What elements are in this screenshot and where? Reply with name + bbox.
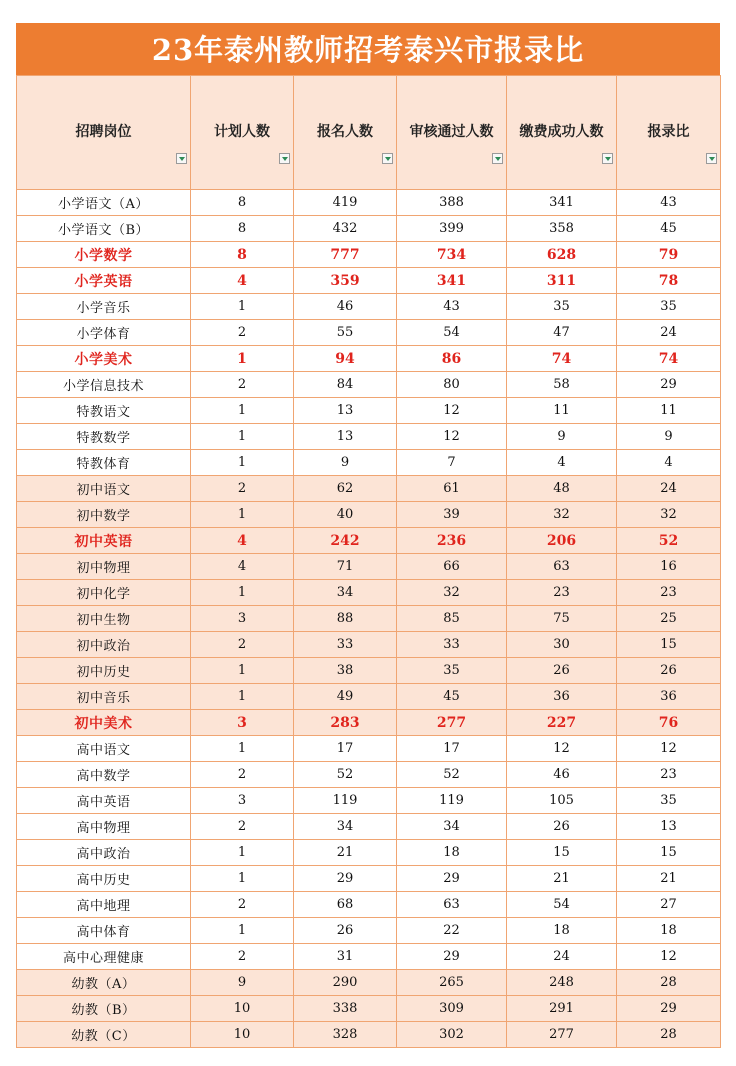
- cell-ratio: 11: [617, 398, 721, 424]
- cell-planned: 1: [191, 346, 294, 372]
- cell-position: 幼教（C）: [17, 1022, 191, 1048]
- cell-ratio: 35: [617, 294, 721, 320]
- table-row: [17, 242, 721, 268]
- cell-position: 初中生物: [17, 606, 191, 632]
- cell-approved: 66: [397, 554, 507, 580]
- cell-position: 小学体育: [17, 320, 191, 346]
- cell-registered: 13: [294, 424, 397, 450]
- cell-registered: 338: [294, 996, 397, 1022]
- cell-planned: 2: [191, 892, 294, 918]
- cell-approved: 39: [397, 502, 507, 528]
- table-row: [17, 918, 721, 944]
- cell-approved: 388: [397, 190, 507, 216]
- cell-paid: 248: [507, 970, 617, 996]
- cell-paid: 11: [507, 398, 617, 424]
- cell-registered: 49: [294, 684, 397, 710]
- cell-planned: 1: [191, 424, 294, 450]
- cell-position: 小学美术: [17, 346, 191, 372]
- cell-ratio: 23: [617, 580, 721, 606]
- cell-approved: 29: [397, 944, 507, 970]
- cell-position: 初中美术: [17, 710, 191, 736]
- table-row: [17, 580, 721, 606]
- cell-registered: 777: [294, 242, 397, 268]
- cell-ratio: 4: [617, 450, 721, 476]
- cell-registered: 68: [294, 892, 397, 918]
- cell-position: 小学英语: [17, 268, 191, 294]
- cell-planned: 8: [191, 216, 294, 242]
- cell-planned: 1: [191, 658, 294, 684]
- cell-planned: 1: [191, 502, 294, 528]
- cell-paid: 12: [507, 736, 617, 762]
- cell-approved: 85: [397, 606, 507, 632]
- table-row: [17, 788, 721, 814]
- table-row: [17, 736, 721, 762]
- table-row: [17, 216, 721, 242]
- table-row: [17, 294, 721, 320]
- table-row: [17, 1022, 721, 1048]
- cell-ratio: 28: [617, 1022, 721, 1048]
- sheet-title: 23年泰州教师招考泰兴市报录比: [16, 23, 720, 75]
- cell-planned: 1: [191, 840, 294, 866]
- cell-paid: 21: [507, 866, 617, 892]
- cell-registered: 13: [294, 398, 397, 424]
- cell-approved: 52: [397, 762, 507, 788]
- cell-approved: 734: [397, 242, 507, 268]
- cell-approved: 86: [397, 346, 507, 372]
- cell-paid: 311: [507, 268, 617, 294]
- cell-ratio: 24: [617, 476, 721, 502]
- cell-approved: 33: [397, 632, 507, 658]
- cell-ratio: 43: [617, 190, 721, 216]
- cell-planned: 9: [191, 970, 294, 996]
- cell-approved: 22: [397, 918, 507, 944]
- table-row: [17, 372, 721, 398]
- cell-planned: 4: [191, 554, 294, 580]
- cell-registered: 242: [294, 528, 397, 554]
- cell-approved: 341: [397, 268, 507, 294]
- cell-planned: 1: [191, 684, 294, 710]
- cell-position: 特教体育: [17, 450, 191, 476]
- cell-paid: 206: [507, 528, 617, 554]
- cell-planned: 2: [191, 814, 294, 840]
- cell-ratio: 16: [617, 554, 721, 580]
- table-row: [17, 840, 721, 866]
- table-row: [17, 320, 721, 346]
- filter-dropdown-icon[interactable]: [176, 153, 187, 164]
- cell-ratio: 32: [617, 502, 721, 528]
- cell-position: 高中政治: [17, 840, 191, 866]
- cell-approved: 277: [397, 710, 507, 736]
- cell-planned: 2: [191, 762, 294, 788]
- cell-approved: 54: [397, 320, 507, 346]
- cell-paid: 24: [507, 944, 617, 970]
- cell-approved: 34: [397, 814, 507, 840]
- cell-position: 初中语文: [17, 476, 191, 502]
- cell-position: 初中物理: [17, 554, 191, 580]
- cell-ratio: 29: [617, 372, 721, 398]
- cell-planned: 10: [191, 996, 294, 1022]
- cell-planned: 1: [191, 866, 294, 892]
- cell-planned: 3: [191, 788, 294, 814]
- cell-approved: 399: [397, 216, 507, 242]
- cell-ratio: 18: [617, 918, 721, 944]
- cell-paid: 30: [507, 632, 617, 658]
- cell-ratio: 27: [617, 892, 721, 918]
- cell-position: 高中地理: [17, 892, 191, 918]
- table-row: [17, 970, 721, 996]
- cell-position: 小学音乐: [17, 294, 191, 320]
- cell-approved: 63: [397, 892, 507, 918]
- cell-paid: 9: [507, 424, 617, 450]
- table-row: [17, 606, 721, 632]
- cell-paid: 46: [507, 762, 617, 788]
- filter-dropdown-icon[interactable]: [492, 153, 503, 164]
- cell-registered: 17: [294, 736, 397, 762]
- cell-ratio: 35: [617, 788, 721, 814]
- cell-position: 初中音乐: [17, 684, 191, 710]
- cell-registered: 46: [294, 294, 397, 320]
- filter-dropdown-icon[interactable]: [706, 153, 717, 164]
- table-row: [17, 476, 721, 502]
- cell-registered: 419: [294, 190, 397, 216]
- filter-dropdown-icon[interactable]: [382, 153, 393, 164]
- cell-planned: 8: [191, 242, 294, 268]
- table-row: [17, 450, 721, 476]
- cell-position: 小学数学: [17, 242, 191, 268]
- cell-paid: 341: [507, 190, 617, 216]
- cell-position: 幼教（B）: [17, 996, 191, 1022]
- cell-planned: 2: [191, 632, 294, 658]
- cell-registered: 38: [294, 658, 397, 684]
- cell-position: 高中语文: [17, 736, 191, 762]
- cell-ratio: 13: [617, 814, 721, 840]
- cell-ratio: 52: [617, 528, 721, 554]
- cell-registered: 94: [294, 346, 397, 372]
- cell-paid: 36: [507, 684, 617, 710]
- cell-planned: 1: [191, 450, 294, 476]
- cell-registered: 33: [294, 632, 397, 658]
- cell-registered: 34: [294, 814, 397, 840]
- cell-paid: 26: [507, 658, 617, 684]
- cell-registered: 52: [294, 762, 397, 788]
- cell-ratio: 26: [617, 658, 721, 684]
- cell-registered: 432: [294, 216, 397, 242]
- cell-paid: 35: [507, 294, 617, 320]
- cell-paid: 63: [507, 554, 617, 580]
- cell-ratio: 36: [617, 684, 721, 710]
- cell-position: 高中英语: [17, 788, 191, 814]
- cell-position: 初中化学: [17, 580, 191, 606]
- cell-ratio: 15: [617, 632, 721, 658]
- cell-paid: 291: [507, 996, 617, 1022]
- cell-planned: 1: [191, 580, 294, 606]
- table-row: [17, 398, 721, 424]
- cell-position: 小学信息技术: [17, 372, 191, 398]
- header-position: 招聘岗位: [17, 76, 191, 190]
- cell-approved: 18: [397, 840, 507, 866]
- cell-approved: 302: [397, 1022, 507, 1048]
- cell-approved: 32: [397, 580, 507, 606]
- cell-paid: 18: [507, 918, 617, 944]
- cell-planned: 1: [191, 398, 294, 424]
- cell-planned: 3: [191, 606, 294, 632]
- cell-ratio: 12: [617, 944, 721, 970]
- cell-approved: 61: [397, 476, 507, 502]
- cell-position: 幼教（A）: [17, 970, 191, 996]
- cell-paid: 15: [507, 840, 617, 866]
- cell-approved: 35: [397, 658, 507, 684]
- cell-paid: 628: [507, 242, 617, 268]
- header-approved: 审核通过人数: [397, 76, 507, 190]
- table-row: [17, 710, 721, 736]
- cell-planned: 8: [191, 190, 294, 216]
- table-row: [17, 528, 721, 554]
- cell-planned: 4: [191, 268, 294, 294]
- cell-approved: 119: [397, 788, 507, 814]
- cell-paid: 358: [507, 216, 617, 242]
- cell-paid: 4: [507, 450, 617, 476]
- cell-planned: 3: [191, 710, 294, 736]
- cell-registered: 88: [294, 606, 397, 632]
- cell-approved: 265: [397, 970, 507, 996]
- cell-approved: 12: [397, 424, 507, 450]
- cell-approved: 29: [397, 866, 507, 892]
- cell-registered: 55: [294, 320, 397, 346]
- cell-paid: 105: [507, 788, 617, 814]
- cell-registered: 328: [294, 1022, 397, 1048]
- cell-position: 初中数学: [17, 502, 191, 528]
- cell-position: 高中数学: [17, 762, 191, 788]
- cell-approved: 309: [397, 996, 507, 1022]
- cell-position: 高中物理: [17, 814, 191, 840]
- cell-registered: 40: [294, 502, 397, 528]
- header-registered: 报名人数: [294, 76, 397, 190]
- cell-approved: 236: [397, 528, 507, 554]
- cell-registered: 71: [294, 554, 397, 580]
- header-row: [17, 76, 721, 190]
- cell-paid: 74: [507, 346, 617, 372]
- table-row: [17, 502, 721, 528]
- cell-approved: 7: [397, 450, 507, 476]
- cell-ratio: 29: [617, 996, 721, 1022]
- table-row: [17, 554, 721, 580]
- cell-ratio: 9: [617, 424, 721, 450]
- table-row: [17, 268, 721, 294]
- cell-registered: 34: [294, 580, 397, 606]
- cell-approved: 17: [397, 736, 507, 762]
- cell-planned: 1: [191, 918, 294, 944]
- cell-paid: 32: [507, 502, 617, 528]
- cell-planned: 10: [191, 1022, 294, 1048]
- header-planned: 计划人数: [191, 76, 294, 190]
- cell-paid: 26: [507, 814, 617, 840]
- cell-approved: 43: [397, 294, 507, 320]
- cell-planned: 1: [191, 736, 294, 762]
- cell-position: 初中历史: [17, 658, 191, 684]
- filter-dropdown-icon[interactable]: [602, 153, 613, 164]
- cell-ratio: 74: [617, 346, 721, 372]
- cell-position: 小学语文（A）: [17, 190, 191, 216]
- cell-registered: 84: [294, 372, 397, 398]
- cell-ratio: 78: [617, 268, 721, 294]
- table-row: [17, 814, 721, 840]
- cell-planned: 1: [191, 294, 294, 320]
- table-row: [17, 996, 721, 1022]
- cell-paid: 58: [507, 372, 617, 398]
- cell-paid: 23: [507, 580, 617, 606]
- cell-approved: 80: [397, 372, 507, 398]
- cell-registered: 26: [294, 918, 397, 944]
- table-row: [17, 866, 721, 892]
- cell-position: 特教数学: [17, 424, 191, 450]
- cell-position: 初中英语: [17, 528, 191, 554]
- table-row: [17, 944, 721, 970]
- cell-ratio: 79: [617, 242, 721, 268]
- cell-registered: 29: [294, 866, 397, 892]
- spreadsheet: [16, 23, 720, 1048]
- table-row: [17, 424, 721, 450]
- table-row: [17, 658, 721, 684]
- cell-paid: 47: [507, 320, 617, 346]
- cell-position: 高中体育: [17, 918, 191, 944]
- cell-planned: 2: [191, 476, 294, 502]
- cell-paid: 48: [507, 476, 617, 502]
- cell-approved: 45: [397, 684, 507, 710]
- cell-ratio: 76: [617, 710, 721, 736]
- table-row: [17, 190, 721, 216]
- cell-paid: 227: [507, 710, 617, 736]
- cell-paid: 277: [507, 1022, 617, 1048]
- cell-position: 初中政治: [17, 632, 191, 658]
- cell-position: 高中历史: [17, 866, 191, 892]
- cell-ratio: 45: [617, 216, 721, 242]
- cell-ratio: 28: [617, 970, 721, 996]
- table-row: [17, 632, 721, 658]
- cell-planned: 2: [191, 372, 294, 398]
- cell-position: 高中心理健康: [17, 944, 191, 970]
- cell-planned: 4: [191, 528, 294, 554]
- cell-ratio: 25: [617, 606, 721, 632]
- cell-paid: 54: [507, 892, 617, 918]
- cell-registered: 62: [294, 476, 397, 502]
- cell-ratio: 21: [617, 866, 721, 892]
- cell-ratio: 15: [617, 840, 721, 866]
- table-row: [17, 892, 721, 918]
- cell-position: 特教语文: [17, 398, 191, 424]
- filter-dropdown-icon[interactable]: [279, 153, 290, 164]
- header-paid: 缴费成功人数: [507, 76, 617, 190]
- cell-position: 小学语文（B）: [17, 216, 191, 242]
- table-row: [17, 762, 721, 788]
- cell-registered: 119: [294, 788, 397, 814]
- table-row: [17, 684, 721, 710]
- cell-registered: 283: [294, 710, 397, 736]
- cell-approved: 12: [397, 398, 507, 424]
- cell-registered: 290: [294, 970, 397, 996]
- cell-registered: 21: [294, 840, 397, 866]
- cell-planned: 2: [191, 320, 294, 346]
- data-table: [16, 75, 721, 1048]
- cell-ratio: 23: [617, 762, 721, 788]
- table-row: [17, 346, 721, 372]
- cell-registered: 9: [294, 450, 397, 476]
- cell-paid: 75: [507, 606, 617, 632]
- cell-ratio: 24: [617, 320, 721, 346]
- cell-registered: 359: [294, 268, 397, 294]
- cell-planned: 2: [191, 944, 294, 970]
- cell-ratio: 12: [617, 736, 721, 762]
- cell-registered: 31: [294, 944, 397, 970]
- header-ratio: 报录比: [617, 76, 721, 190]
